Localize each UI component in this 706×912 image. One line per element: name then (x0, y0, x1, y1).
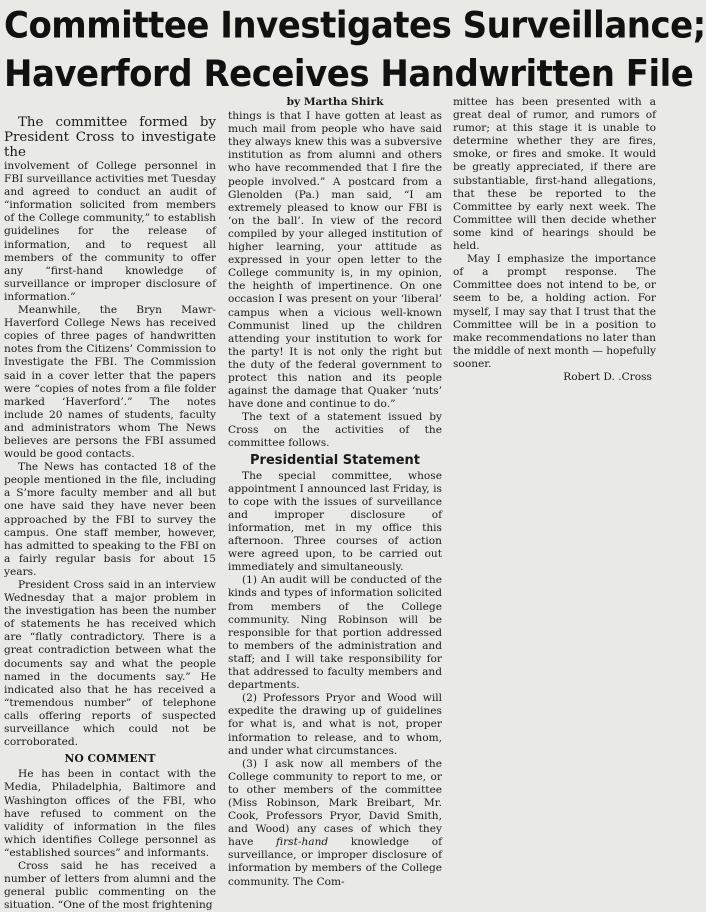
paragraph: President Cross said in an interview Wednesday that a major problem in the investigation has been the number of statements he has received which are “flatly contradictory. There is a great contradiction between what the documents say and what the people named in the documents say.” He indicated also that he has received a “tremendous number” of telephone calls offering reports of suspected surveillance which could not be corroborated. (4, 579, 216, 749)
lead-paragraph-opening: The committee formed by President Cross to investigate the (4, 115, 216, 160)
headline (4, 2, 706, 99)
paragraph: Cross said he has received a number of letters from alumni and the general public commenting on the situation. “One of the most frightening (4, 859, 216, 912)
subhead-presidential-statement: Presidential Statement (250, 452, 420, 468)
subhead-no-comment: NO COMMENT (64, 752, 156, 766)
emphasis: first-hand (276, 836, 329, 849)
paragraph: The text of a statement issued by Cross on the activities of the committee follows. (228, 411, 442, 450)
article-column-2 (228, 96, 442, 900)
paragraph: He has been in contact with the Media, Philadelphia, Baltimore and Washington offices of the FBI, who have refused to comment on the validity of information in the files which identifies College personnel as “established sources” and informants. (4, 768, 216, 859)
article-column-1 (4, 115, 216, 912)
byline: by Martha Shirk (286, 96, 384, 108)
paragraph: May I emphasize the importance of a prompt response. The Committee does not intend to be, or seem to be, a holding action. For myself, I may say that I trust that the Committee will be in a position to make recommendations no later than the middle of next month — hopefully sooner. (453, 253, 656, 370)
text-run: (3) I ask now all members of the College community to report to me, or to other members of the committee (Miss Robinson, Mark Breibart, Mr. Cook, Professors Pryor, David Smith, and Wood) any cases of which they have (228, 757, 442, 849)
article-column-3 (453, 96, 656, 900)
paragraph: The special committee, whose appointment I announced last Friday, is to cope with the issues of surveillance and improper disclosure of information, met in my office this afternoon. Three courses of action were agreed upon, to be carried out immediately and simultaneously. (228, 469, 442, 574)
signature: Robert D. .Cross (563, 370, 652, 383)
paragraph: mittee has been presented with a great deal of rumor, and rumors of rumor; at this stage it is unable to determine whether they are fires, smoke, or fires and smoke. It would be greatly appreciated, if there are substantiable, first-hand allegations, that these be reported to the Committee by early next week. The Committee will then decide whether some kind of hearings should be held. (453, 96, 656, 253)
paragraph: Meanwhile, the Bryn Mawr-Haverford College News has received copies of three pages of handwritten notes from the Citizens’ Commission to Investigate the FBI. The Commission said in a cover letter that the papers were “copies of notes from a file folder marked ‘Haverford’.” The notes include 20 names of students, faculty and administrators whom The News believes are persons the FBI assumed would be good contacts. (4, 304, 216, 461)
paragraph: The News has contacted 18 of the people mentioned in the file, including a S’more faculty member and all but one have said they have never been approached by the FBI to survey the campus. One staff member, however, has admitted to speaking to the FBI on a fairly regular basis for about 15 years. (4, 461, 216, 578)
headline-line-1: Committee Investigates Surveillance; (4, 4, 706, 48)
text-run: knowledge of surveillance, or improper disclosure of information by members of the College community. The Com- (228, 836, 442, 888)
headline-line-2: Haverford Receives Handwritten File (4, 52, 694, 96)
paragraph: (1) An audit will be conducted of the kinds and types of information solicited from members of the College community. Ning Robinson will be responsible for that portion addressed to members of the administration and staff; and I will take responsibility for that addressed to faculty members and departments. (228, 574, 442, 692)
lead-paragraph-rest: involvement of College personnel in FBI surveillance activities met Tuesday and agreed to conduct an audit of “information solicited from members of the College community,” to establish guidelines for the release of information, and to request all members of the community to offer any “first-hand knowledge of surveillance or improper disclosure of information.” (4, 160, 216, 303)
paragraph: (2) Professors Pryor and Wood will expedite the drawing up of guidelines for what is, and what is not, proper information to release, and to whom, and under what circumstances. (228, 692, 442, 757)
paragraph: things is that I have gotten at least as much mail from people who have said they always knew this was a subversive institution as from alumni and others who have recommended that I fire the people involved.” A postcard from a Glenolden (Pa.) man said, “I am extremely pleased to know our FBI is ‘on the ball’. In view of the record compiled by your alleged institution of higher learning, your attitude as expressed in your open letter to the College community is, in my opinion, the heighth of impertinence. On one occasion I was present on your ‘liberal’ campus when a vicious well-known Communist lined up the children attending your institution to work for the party! It is not only the right but the duty of the federal government to protect this nation and its people against the damage that Quaker ‘nuts’ have done and continue to do.” (228, 110, 442, 411)
paragraph (228, 758, 442, 889)
